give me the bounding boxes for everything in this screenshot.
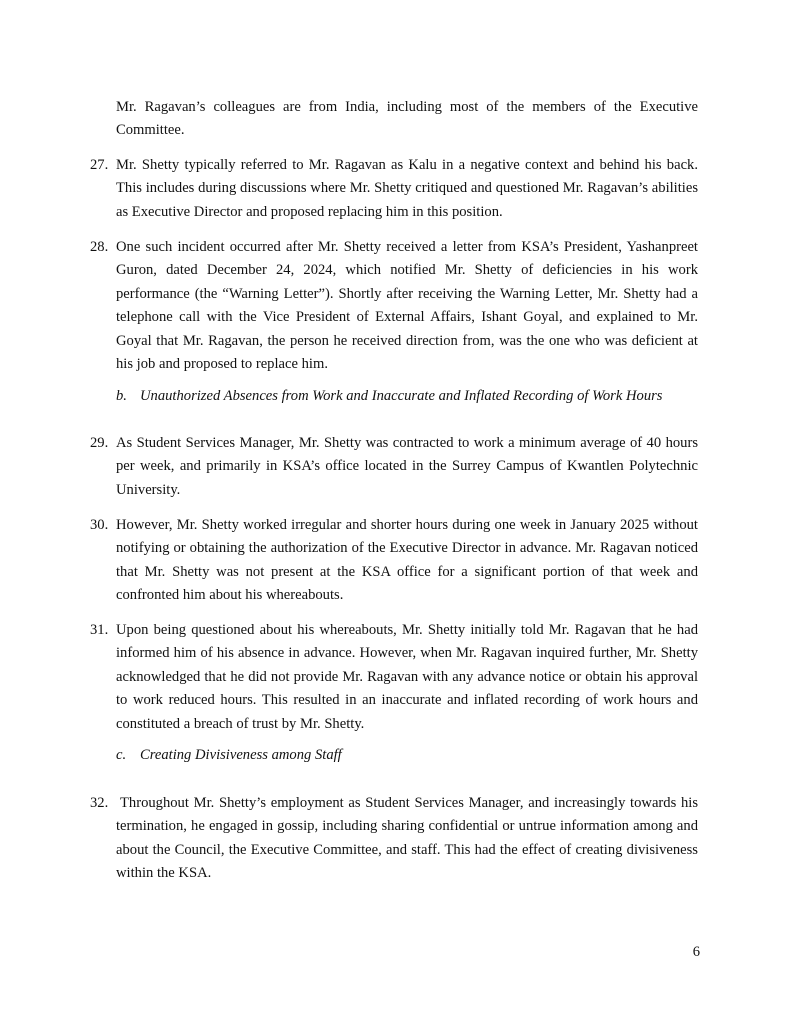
paragraph-text: One such incident occurred after Mr. Shetty received a letter from KSA’s President, Yashanpreet Guron, dated December 24, 2024, which notified Mr. Shetty of deficiencies in his work performance (the “Warning Letter”). Shortly after receiving the Warning Letter, Mr. Shetty had a telephone call with the Vice President of External Affairs, Ishant Goyal, and explained to Mr. Goyal that Mr. Ragavan, the person he received direction from, was the one who was deficient at his job and proposed to replace him. xyxy=(116,239,698,373)
paragraph-32 xyxy=(116,792,698,886)
paragraph-continuation xyxy=(116,96,698,143)
paragraph-28 xyxy=(116,236,698,376)
section-title: Creating Divisiveness among Staff xyxy=(140,747,342,763)
paragraph-30 xyxy=(116,514,698,608)
section-heading-b xyxy=(116,385,716,408)
paragraph-number: 30. xyxy=(90,517,109,533)
paragraph-31 xyxy=(116,619,698,736)
paragraph-number: 27. xyxy=(90,157,109,173)
paragraph-29 xyxy=(116,432,698,502)
paragraph-text: Mr. Ragavan’s colleagues are from India, including most of the members of the Executive Committee. xyxy=(116,99,698,139)
section-heading-c xyxy=(116,744,716,767)
paragraph-number: 28. xyxy=(90,239,109,255)
paragraph-text: Upon being questioned about his whereabouts, Mr. Shetty initially told Mr. Ragavan that he had informed him of his absence in advance. However, when Mr. Ragavan inquired further, Mr. Shetty acknowledged that he did not provide Mr. Ragavan with any advance notice or obtain his approval to work reduced hours. This resulted in an inaccurate and inflated recording of work hours and constituted a breach of trust by Mr. Shetty. xyxy=(116,622,698,732)
paragraph-number: 29. xyxy=(90,435,109,451)
section-letter: b. xyxy=(116,388,127,404)
paragraph-text: Mr. Shetty typically referred to Mr. Ragavan as Kalu in a negative context and behind his back. This includes during discussions where Mr. Shetty critiqued and questioned Mr. Ragavan’s abilities as Executive Director and proposed replacing him in this position. xyxy=(116,157,698,220)
paragraph-text: Throughout Mr. Shetty’s employment as Student Services Manager, and increasingly towards his termination, he engaged in gossip, including sharing confidential or untrue information among and about the Council, the Executive Committee, and staff. This had the effect of creating divisiveness within the KSA. xyxy=(116,795,698,882)
section-letter: c. xyxy=(116,747,127,763)
section-title: Unauthorized Absences from Work and Inaccurate and Inflated Recording of Work Hours xyxy=(140,388,663,404)
paragraph-number: 31. xyxy=(90,622,109,638)
paragraph-number: 32. xyxy=(90,795,109,811)
paragraph-text: However, Mr. Shetty worked irregular and shorter hours during one week in January 2025 without notifying or obtaining the authorization of the Executive Director in advance. Mr. Ragavan noticed that Mr. Shetty was not present at the KSA office for a significant portion of that week and confronted him about his whereabouts. xyxy=(116,517,698,604)
paragraph-text: As Student Services Manager, Mr. Shetty was contracted to work a minimum average of 40 hours per week, and primarily in KSA’s office located in the Surrey Campus of Kwantlen Polytechnic University. xyxy=(116,435,698,498)
page-number: 6 xyxy=(692,944,700,960)
paragraph-27 xyxy=(116,154,698,224)
